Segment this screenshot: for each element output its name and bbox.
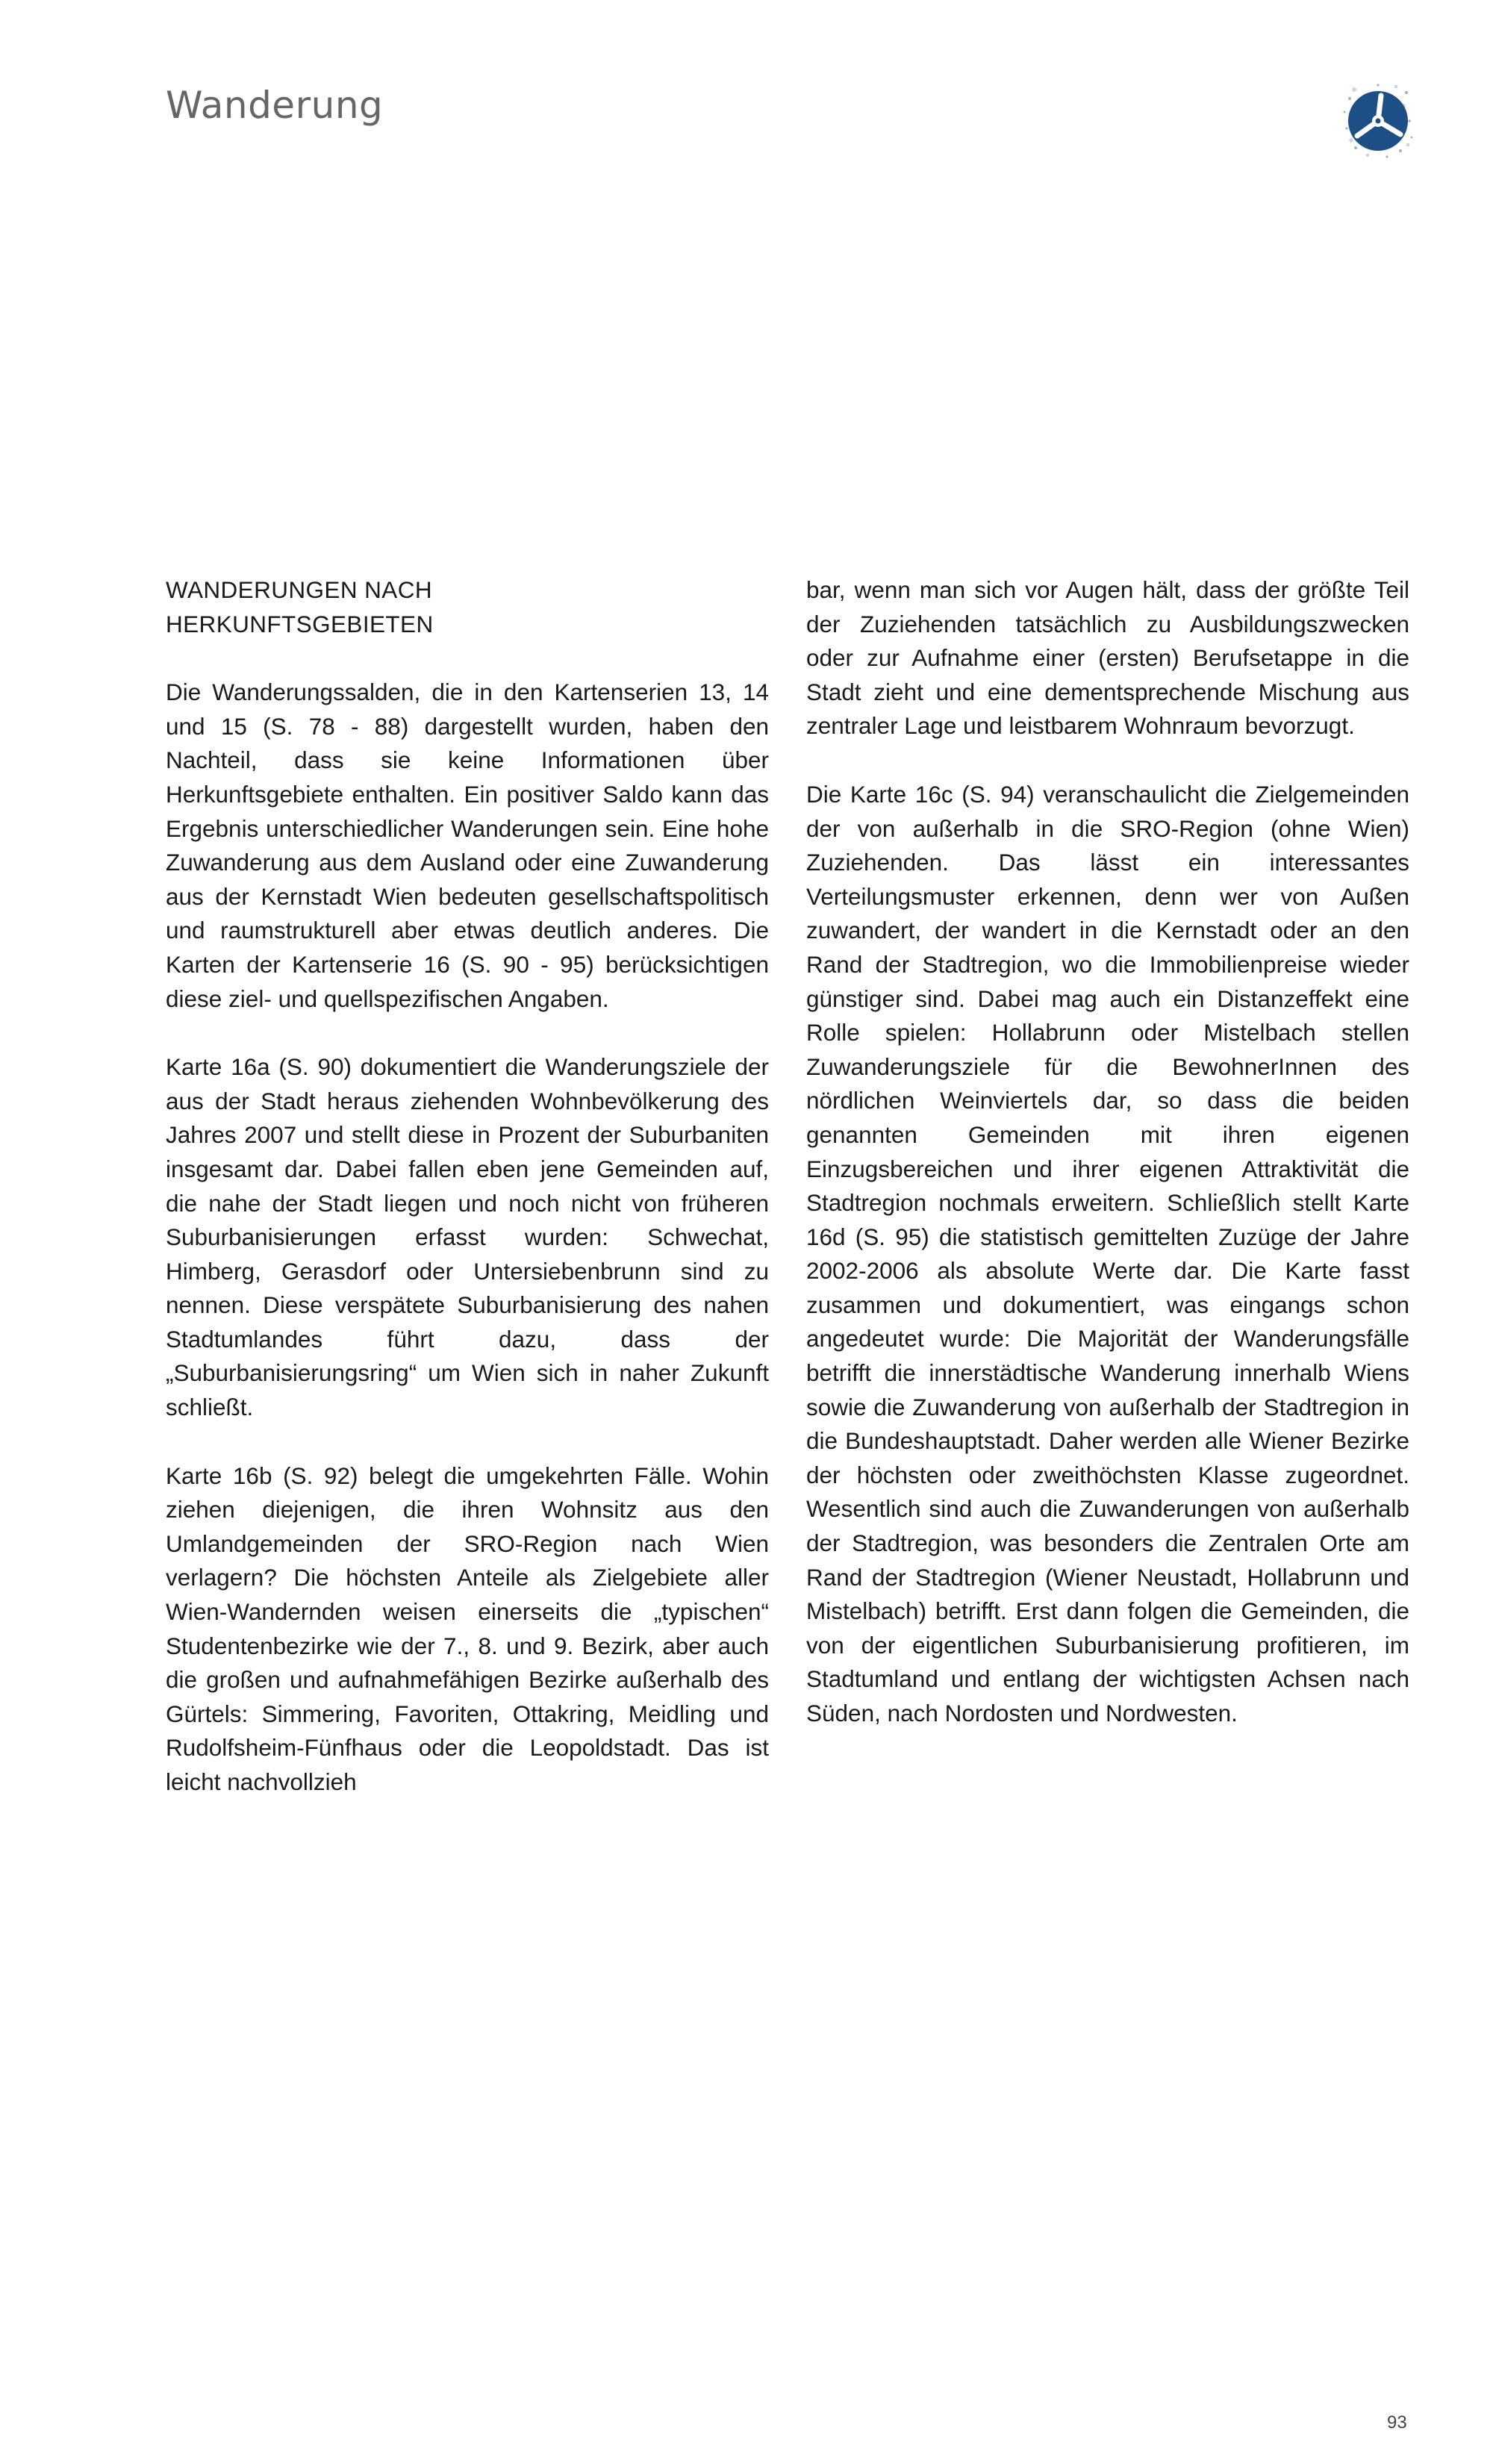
paragraph-karte-16b-continued: bar, wenn man sich vor Augen hält, dass der größte Teil der Zuziehenden tatsächlich zu Ausbildungszwecken oder zur Aufnahme einer (ersten) Berufsetappe in die Stadt zieht und eine dementsprechende Mischung aus zentraler Lage und leistbarem Wohnraum bevorzugt. (806, 576, 1409, 740)
section-heading-line-1: WANDERUNGEN NACH (166, 576, 432, 603)
paragraph-intro: Die Wanderungssalden, die in den Kartenserien 13, 14 und 15 (S. 78 - 88) dargestellt wurden, haben den Nachteil, dass sie keine Informationen über Herkunftsgebiete enthalten. Ein positiver Saldo kann das Ergebnis unterschiedlicher Wanderungen sein. Eine hohe Zuwanderung aus dem Ausland oder eine Zuwanderung aus der Kernstadt Wien bedeuten gesellschaftspolitisch und raumstrukturell aber etwas deutlich anderes. Die Karten der Kartenserie 16 (S. 90 - 95) berücksichtigen diese ziel- und quellspezifischen Angaben. (166, 679, 769, 1012)
section-heading (166, 573, 769, 641)
running-header-title: Wanderung (166, 84, 384, 127)
page-number: 93 (1387, 2412, 1407, 2433)
article-column-right (806, 573, 1409, 1765)
article-column-left (166, 573, 769, 1834)
paragraph-karte-16c-16d: Die Karte 16c (S. 94) veranschaulicht die Zielgemeinden der von außerhalb in die SRO-Region (ohne Wien) Zuziehenden. Das lässt ein interessantes Verteilungsmuster erkennen, denn wer von Außen zuwandert, der wandert in die Kernstadt oder an den Rand der Stadtregion, wo die Immobilienpreise wieder günstiger sind. Dabei mag auch ein Distanzeffekt eine Rolle spielen: Hollabrunn oder Mistelbach stellen Zuwanderungsziele für die BewohnerInnen des nördlichen Weinviertels dar, so dass die beiden genannten Gemeinden mit ihren eigenen Einzugsbereichen und ihrer eigenen Attraktivität die Stadtregion nochmals erweitern. Schließlich stellt Karte 16d (S. 95) die statistisch gemittelten Zuzüge der Jahre 2002-2006 als absolute Werte dar. Die Karte fasst zusammen und dokumentiert, was eingangs schon angedeutet wurde: Die Majorität der Wanderungsfälle betrifft die innerstädtische Wanderung innerhalb Wiens sowie die Zuwanderung von außerhalb der Stadtregion in die Bundeshauptstadt. Daher werden alle Wiener Bezirke der höchsten oder zweithöchsten Klasse zugeordnet. Wesentlich sind auch die Zuwanderungen von außerhalb der Stadtregion, was besonders die Zentralen Orte am Rand der Stadtregion (Wiener Neustadt, Hollabrunn und Mistelbach) betrifft. Erst dann folgen die Gemeinden, die von der eigentlichen Suburbanisierung profitieren, im Stadtumland und entlang der wichtigsten Achsen nach Süden, nach Nordosten und Nordwesten. (806, 780, 1409, 1727)
paragraph-karte-16a: Karte 16a (S. 90) dokumentiert die Wanderungsziele der aus der Stadt heraus ziehenden Wohnbevölkerung des Jahres 2007 und stellt diese in Prozent der Suburbaniten insgesamt dar. Dabei fallen eben jene Gemeinden auf, die nahe der Stadt liegen und noch nicht von früheren Suburbanisierungen erfasst wurden: Schwechat, Himberg, Gerasdorf oder Untersiebenbrunn sind zu nennen. Diese verspätete Suburbanisierung des nahen Stadtumlandes führt dazu, dass der „Suburbanisierungsring“ um Wien sich in naher Zukunft schließt. (166, 1053, 769, 1421)
compass-emblem-icon (1341, 76, 1415, 166)
section-heading-line-2: HERKUNFTSGEBIETEN (166, 610, 434, 637)
paragraph-karte-16b: Karte 16b (S. 92) belegt die umgekehrten Fälle. Wohin ziehen diejenigen, die ihren Wohnsitz aus den Umlandgemeinden der SRO-Region nach Wien verlagern? Die höchsten Anteile als Zielgebiete aller Wien-Wandernden weisen einerseits die „typischen“ Studentenbezirke wie der 7., 8. und 9. Bezirk, aber auch die großen und aufnahmefähigen Bezirke außerhalb des Gürtels: Simmering, Favoriten, Ottakring, Meidling und Rudolfsheim-Fünfhaus oder die Leopoldstadt. Das ist leicht nachvollzieh (166, 1462, 769, 1795)
